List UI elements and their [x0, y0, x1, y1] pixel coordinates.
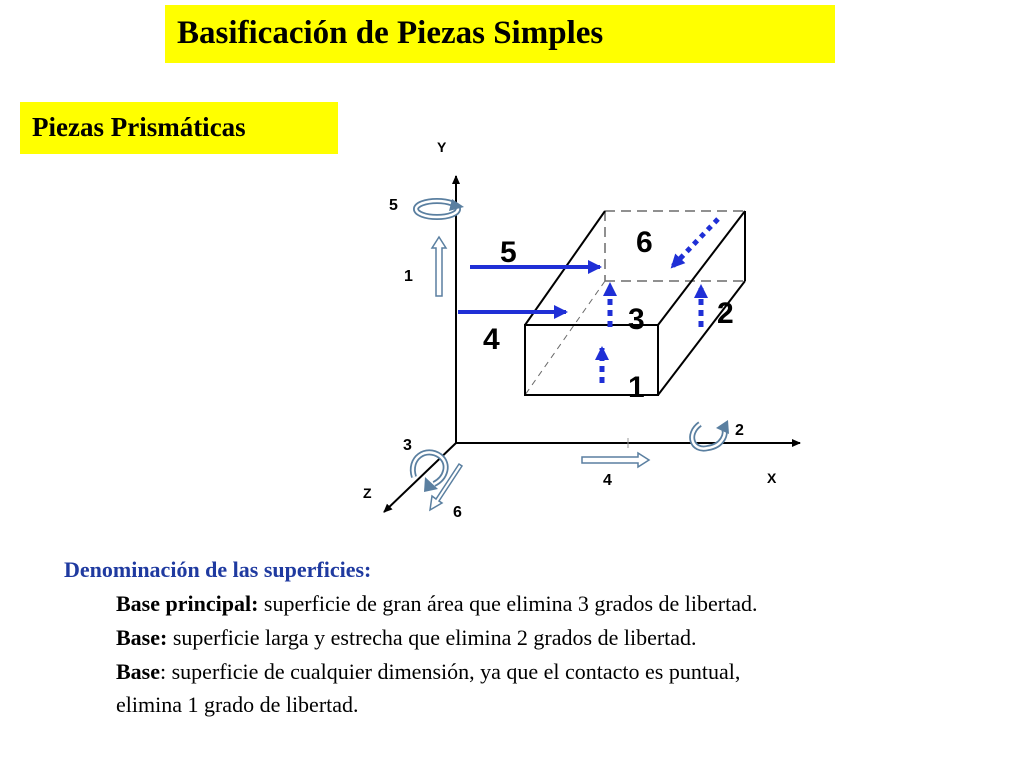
term-long-base: Base:: [116, 625, 168, 650]
dof-label-trans-x: 4: [603, 472, 612, 489]
locating-arrows: [458, 219, 718, 383]
description-line-long-base: [116, 625, 697, 651]
description-line-main-base: [116, 591, 757, 617]
description-line-point-base: [116, 659, 740, 685]
text-point-base: : superficie de cualquier dimensión, ya que el contacto es puntual,: [160, 659, 741, 684]
dof-label-rot-x: 2: [735, 422, 744, 439]
text-long-base: superficie larga y estrecha que elimina 2 grados de libertad.: [167, 625, 697, 650]
text-main-base: superficie de gran área que elimina 3 grados de libertad.: [258, 591, 758, 616]
face-number-bottom: 1: [628, 371, 645, 404]
translation-y-arrow-icon: [432, 237, 446, 296]
arrow-face-6-dotted: [672, 219, 718, 267]
slide-title: Basificación de Piezas Simples: [177, 15, 604, 51]
x-axis-label: X: [767, 470, 777, 486]
z-axis-label: Z: [363, 485, 372, 501]
slide-subtitle: Piezas Prismáticas: [32, 112, 246, 142]
face-number-left-lower: 4: [483, 323, 500, 356]
description-heading: Denominación de las superficies:: [64, 557, 372, 582]
y-axis-label: Y: [437, 139, 447, 155]
dof-indicators: [413, 199, 729, 510]
dof-label-trans-y: 1: [404, 268, 413, 285]
term-main-base: Base principal:: [116, 591, 259, 616]
face-number-top: 6: [636, 226, 653, 259]
term-point-base: Base: [116, 659, 160, 684]
face-number-right: 2: [717, 297, 734, 330]
dof-label-trans-z: 6: [453, 504, 462, 521]
face-number-left-upper: 5: [500, 236, 517, 269]
dof-label-rot-y: 5: [389, 197, 398, 214]
rotation-z-icon: [413, 452, 446, 492]
dof-label-rot-z: 3: [403, 437, 412, 454]
face-number-back: 3: [628, 303, 645, 336]
hidden-edge: [525, 281, 605, 395]
rotation-x-icon: [692, 420, 729, 449]
description-line-continuation: elimina 1 grado de libertad.: [116, 692, 359, 717]
translation-x-arrow-icon: [582, 453, 649, 467]
